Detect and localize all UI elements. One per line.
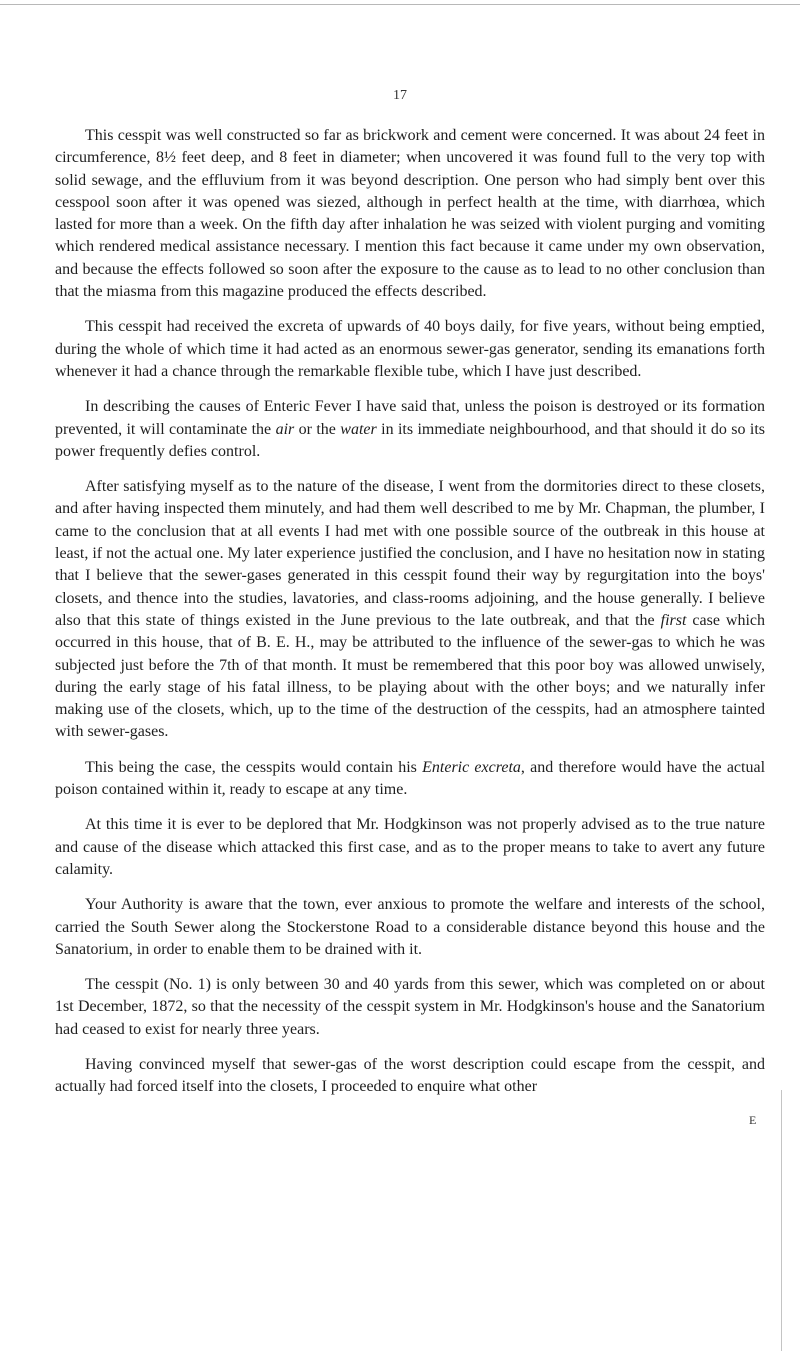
- paragraph-3-text-c: in its immediate neighbourhood, and that should it do so its power frequently defies control.: [55, 420, 766, 460]
- paragraph-3-text-b: or the: [294, 420, 341, 438]
- paragraph-5-text-a: This being the case, the cesspits would contain his: [85, 758, 423, 776]
- signature-mark: E: [749, 1113, 757, 1127]
- body-text: [55, 125, 765, 1112]
- paragraph-3-text-a: In describing the causes of Enteric Fever I have said that, unless the poison is destroyed or its formation prevented, it will contaminate the: [55, 398, 765, 438]
- margin-edge-line: [781, 1090, 782, 1351]
- paragraph-6: At this time it is ever to be deplored that Mr. Hodgkinson was not properly advised as to the true nature and cause of the disease which attacked this first case, and as to the proper means to take to avert any future calamity.: [55, 816, 765, 878]
- paragraph-2: This cesspit had received the excreta of upwards of 40 boys daily, for five years, without being emptied, during the whole of which time it had acted as an enormous sewer-gas generator, sending its emanations forth whenever it had a chance through the remarkable flexible tube, which I have just described.: [55, 318, 765, 380]
- paragraph-4-text-a: After satisfying myself as to the nature of the disease, I went from the dormitories direct to these closets, and after having inspected them minutely, and had them well described to me by Mr. Chapman, the plumber, I came to the conclusion that at all events I had met with one possible source of the outbreak in this house at least, if not the actual one. My later experience justified the conclusion, and I have no hesitation now in stating that I believe that the sewer-gases generated in this cesspit found their way by regurgitation into the boys' closets, and thence into the studies, lavatories, and class-rooms adjoining, and the house generally. I believe also that this state of things existed in the June previous to the late outbreak, and that the: [55, 478, 765, 629]
- page-number: 17: [393, 88, 407, 103]
- paragraph-5-text-b: , and therefore would have the actual poison contained within it, ready to escape at any time.: [55, 758, 766, 799]
- paragraph-8: The cesspit (No. 1) is only between 30 and 40 yards from this sewer, which was completed on or about 1st December, 1872, so that the necessity of the cesspit system in Mr. Hodgkinson's house and the Sanatorium had ceased to exist for nearly three years.: [55, 976, 765, 1038]
- paragraph-3: [55, 396, 765, 463]
- paragraph-4-italic-first: first: [660, 611, 687, 629]
- top-edge-rule: [0, 4, 800, 5]
- paragraph-1: This cesspit was well constructed so far as brickwork and cement were concerned. It was about 24 feet in circumference, 8½ feet deep, and 8 feet in diameter; when uncovered it was found full to the very top with solid sewage, and the effluvium from it was beyond description. One person who had simply bent over this cesspool soon after it was opened was siezed, although in perfect health at the time, with diarrhœa, which lasted for more than a week. On the fifth day after inhalation he was seized with violent purging and vomiting which rendered medical assistance necessary. I mention this fact because it came under my own observation, and because the effects followed so soon after the exposure to the cause as to lead to no other conclusion than that the miasma from this magazine produced the effects described.: [55, 127, 765, 301]
- paragraph-9: Having convinced myself that sewer-gas of the worst description could escape from the cesspit, and actually had forced itself into the closets, I proceeded to enquire what other: [55, 1055, 765, 1096]
- paragraph-5-italic-enteric-excreta: Enteric excreta: [422, 758, 521, 776]
- paragraph-4-text-b: case which occurred in this house, that of B. E. H., may be attributed to the influence of the sewer-gas to which he was subjected just before the 7th of that month. It must be remembered that this poor boy was allowed unwisely, during the early stage of his fatal illness, to be playing about with the other boys; and we naturally infer making use of the closets, which, up to the time of the destruction of the cesspits, had an atmosphere tainted with sewer-gases.: [55, 611, 766, 741]
- paragraph-7: Your Authority is aware that the town, ever anxious to promote the welfare and interests of the school, carried the South Sewer along the Stockerstone Road to a considerable distance beyond this house and the Sanatorium, in order to enable them to be drained with it.: [55, 896, 765, 958]
- paragraph-3-italic-water: water: [340, 420, 377, 438]
- paragraph-5: [55, 757, 765, 802]
- paragraph-4: [55, 476, 765, 744]
- paragraph-3-italic-air: air: [275, 420, 295, 438]
